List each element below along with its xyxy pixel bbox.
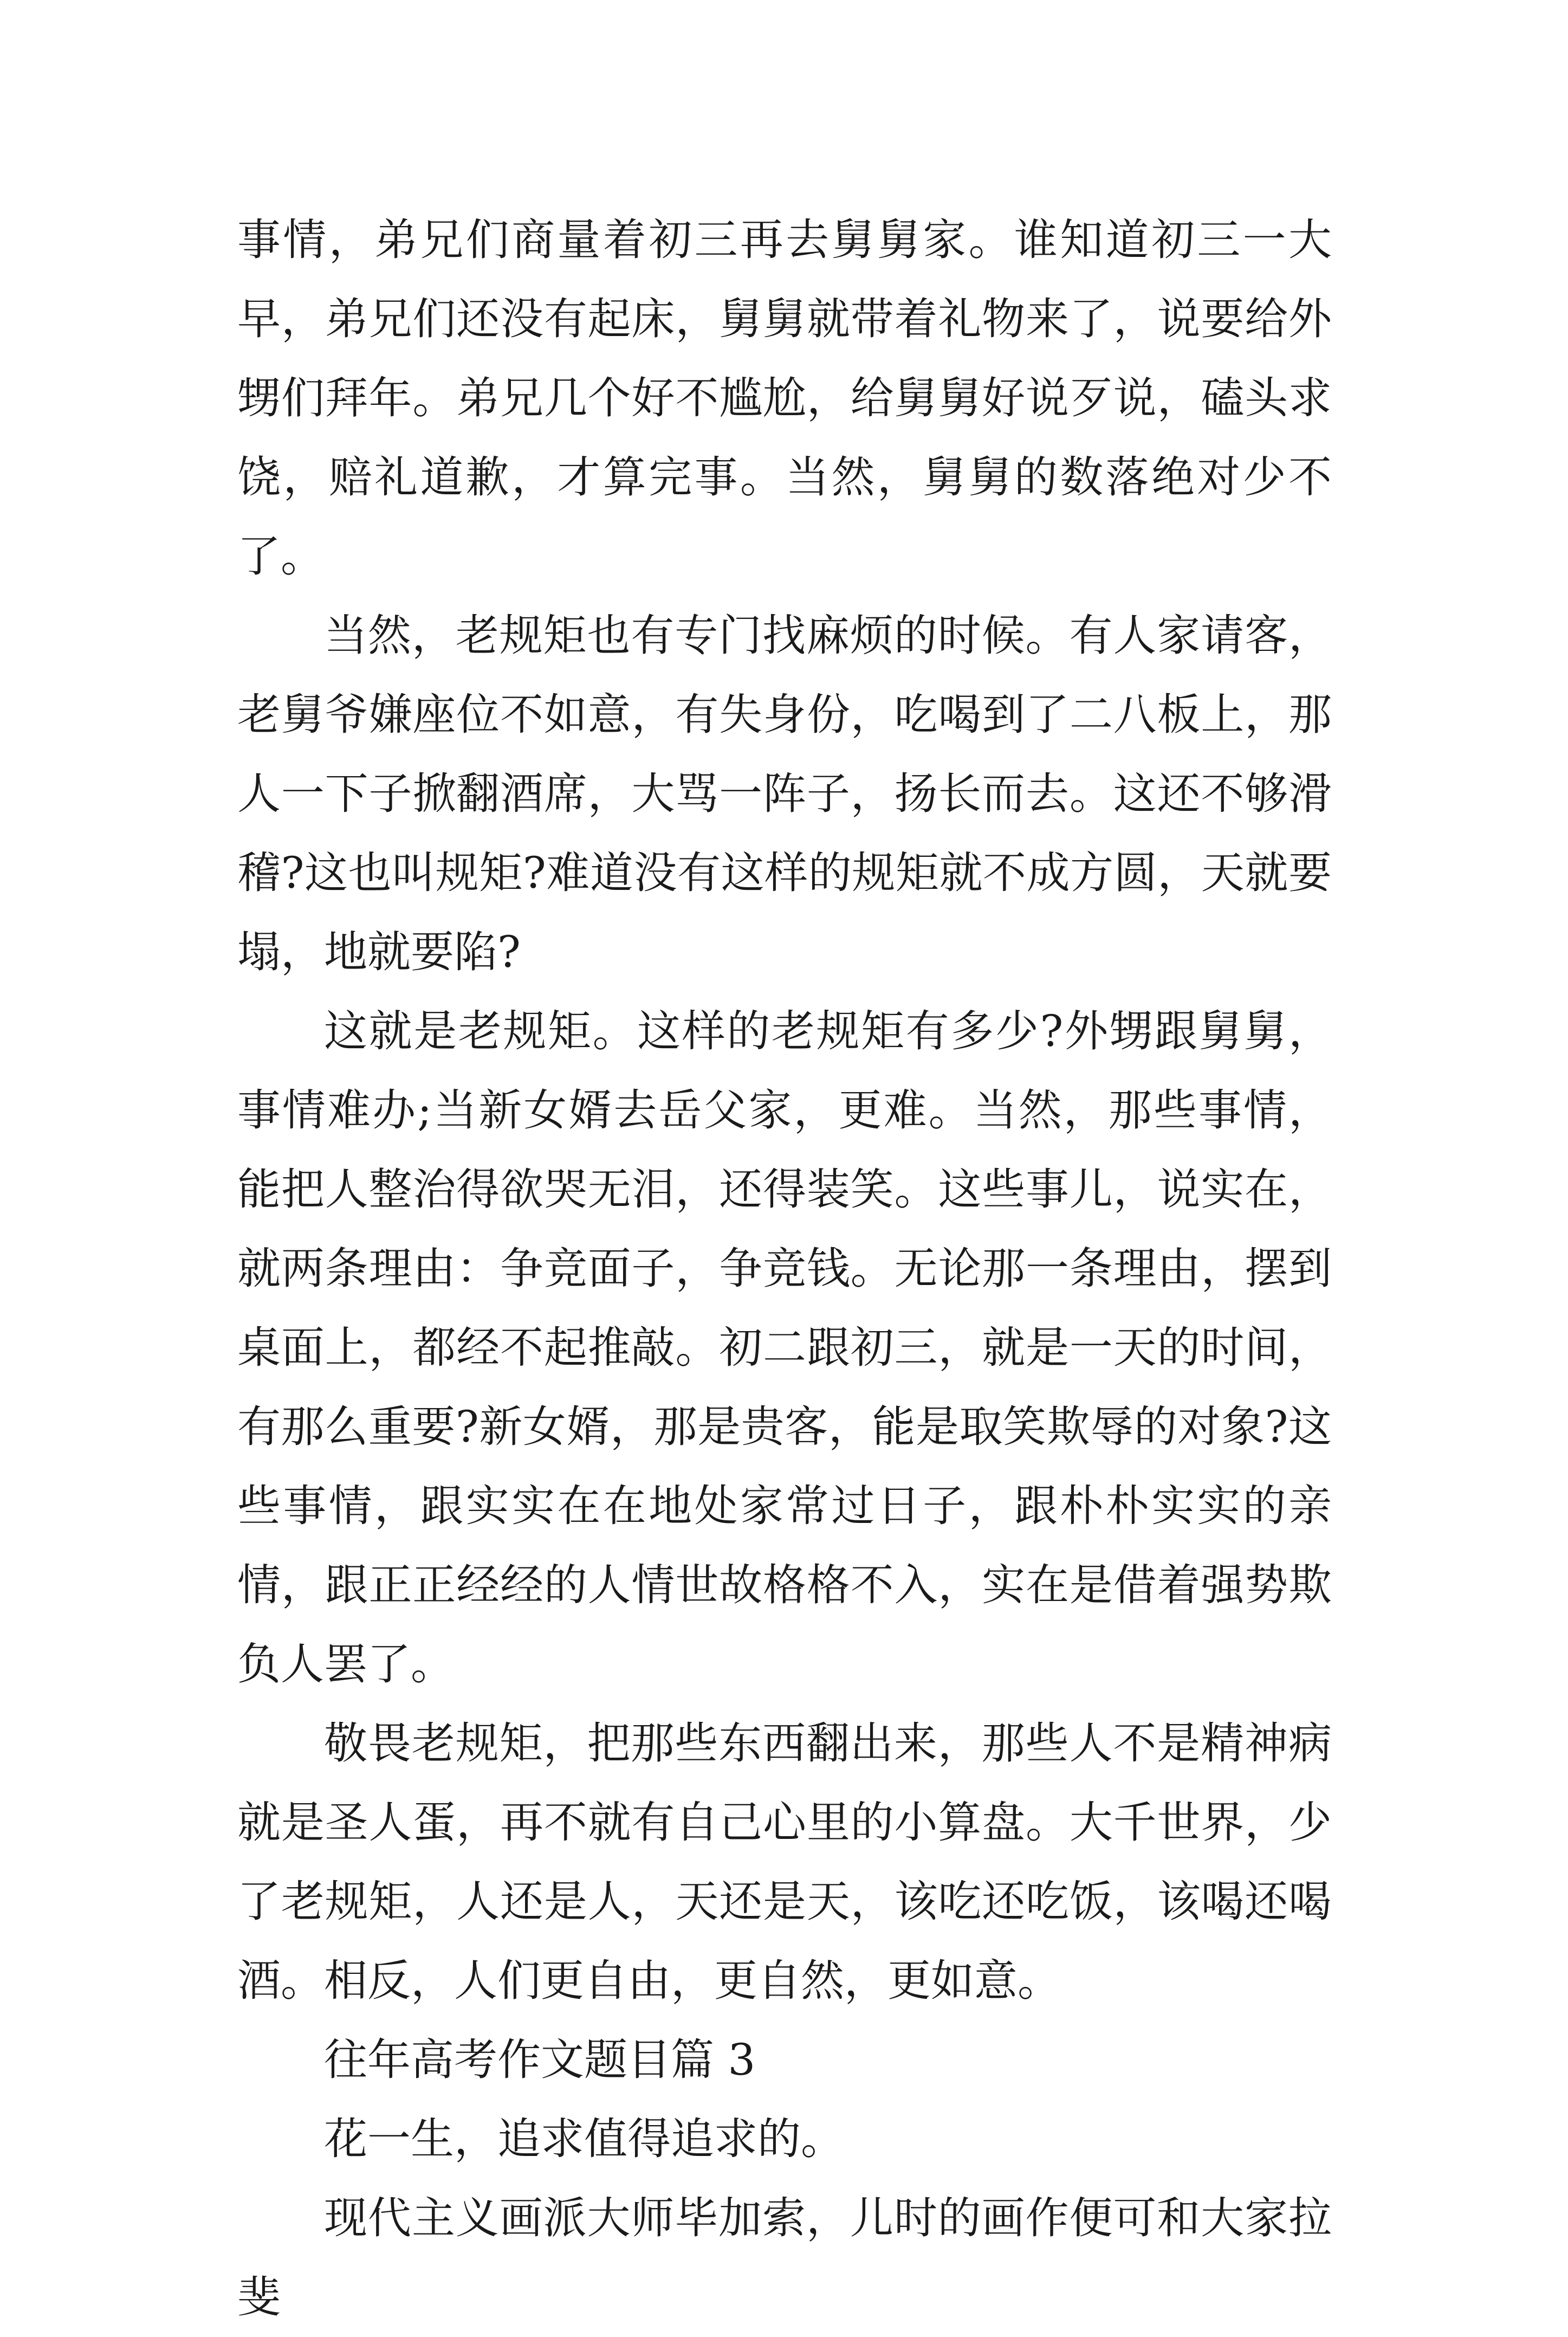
paragraph: 现代主义画派大师毕加索，儿时的画作便可和大家拉斐 (237, 2193, 1332, 2322)
paragraph: 当然，老规矩也有专门找麻烦的时候。有人家请客，老舅爷嫌座位不如意，有失身份，吃喝到了二八板上，那人一下子掀翻酒席，大骂一阵子，扬长而去。这还不够滑稽?这也叫规矩?难道没有这样的规矩就不成方圆，天就要塌，地就要陷? (237, 610, 1332, 977)
paragraph: 敬畏老规矩，把那些东西翻出来，那些人不是精神病就是圣人蛋，再不就有自己心里的小算盘。大千世界，少了老规矩，人还是人，天还是天，该吃还吃饭，该喝还喝酒。相反，人们更自由，更自然，更如意。 (237, 1718, 1332, 2006)
paragraph: 这就是老规矩。这样的老规矩有多少?外甥跟舅舅，事情难办;当新女婿去岳父家，更难。当然，那些事情，能把人整治得欲哭无泪，还得装笑。这些事儿，说实在，就两条理由：争竞面子，争竞钱。无论那一条理由，摆到桌面上，都经不起推敲。初二跟初三，就是一天的时间，有那么重要?新女婿，那是贵客，能是取笑欺辱的对象?这些事情，跟实实在在地处家常过日子，跟朴朴实实的亲情，跟正正经经的人情世故格格不入，实在是借着强势欺负人罢了。 (237, 1006, 1332, 1689)
document-body (237, 201, 1332, 2337)
section-heading: 往年高考作文题目篇 3 (324, 2035, 756, 2085)
paragraph-continued: 事情，弟兄们商量着初三再去舅舅家。谁知道初三一大早，弟兄们还没有起床，舅舅就带着礼物来了，说要给外甥们拜年。弟兄几个好不尴尬，给舅舅好说歹说，磕头求饶，赔礼道歉，才算完事。当然，舅舅的数落绝对少不了。 (237, 215, 1332, 582)
paragraph: 花一生，追求值得追求的。 (324, 2114, 844, 2164)
